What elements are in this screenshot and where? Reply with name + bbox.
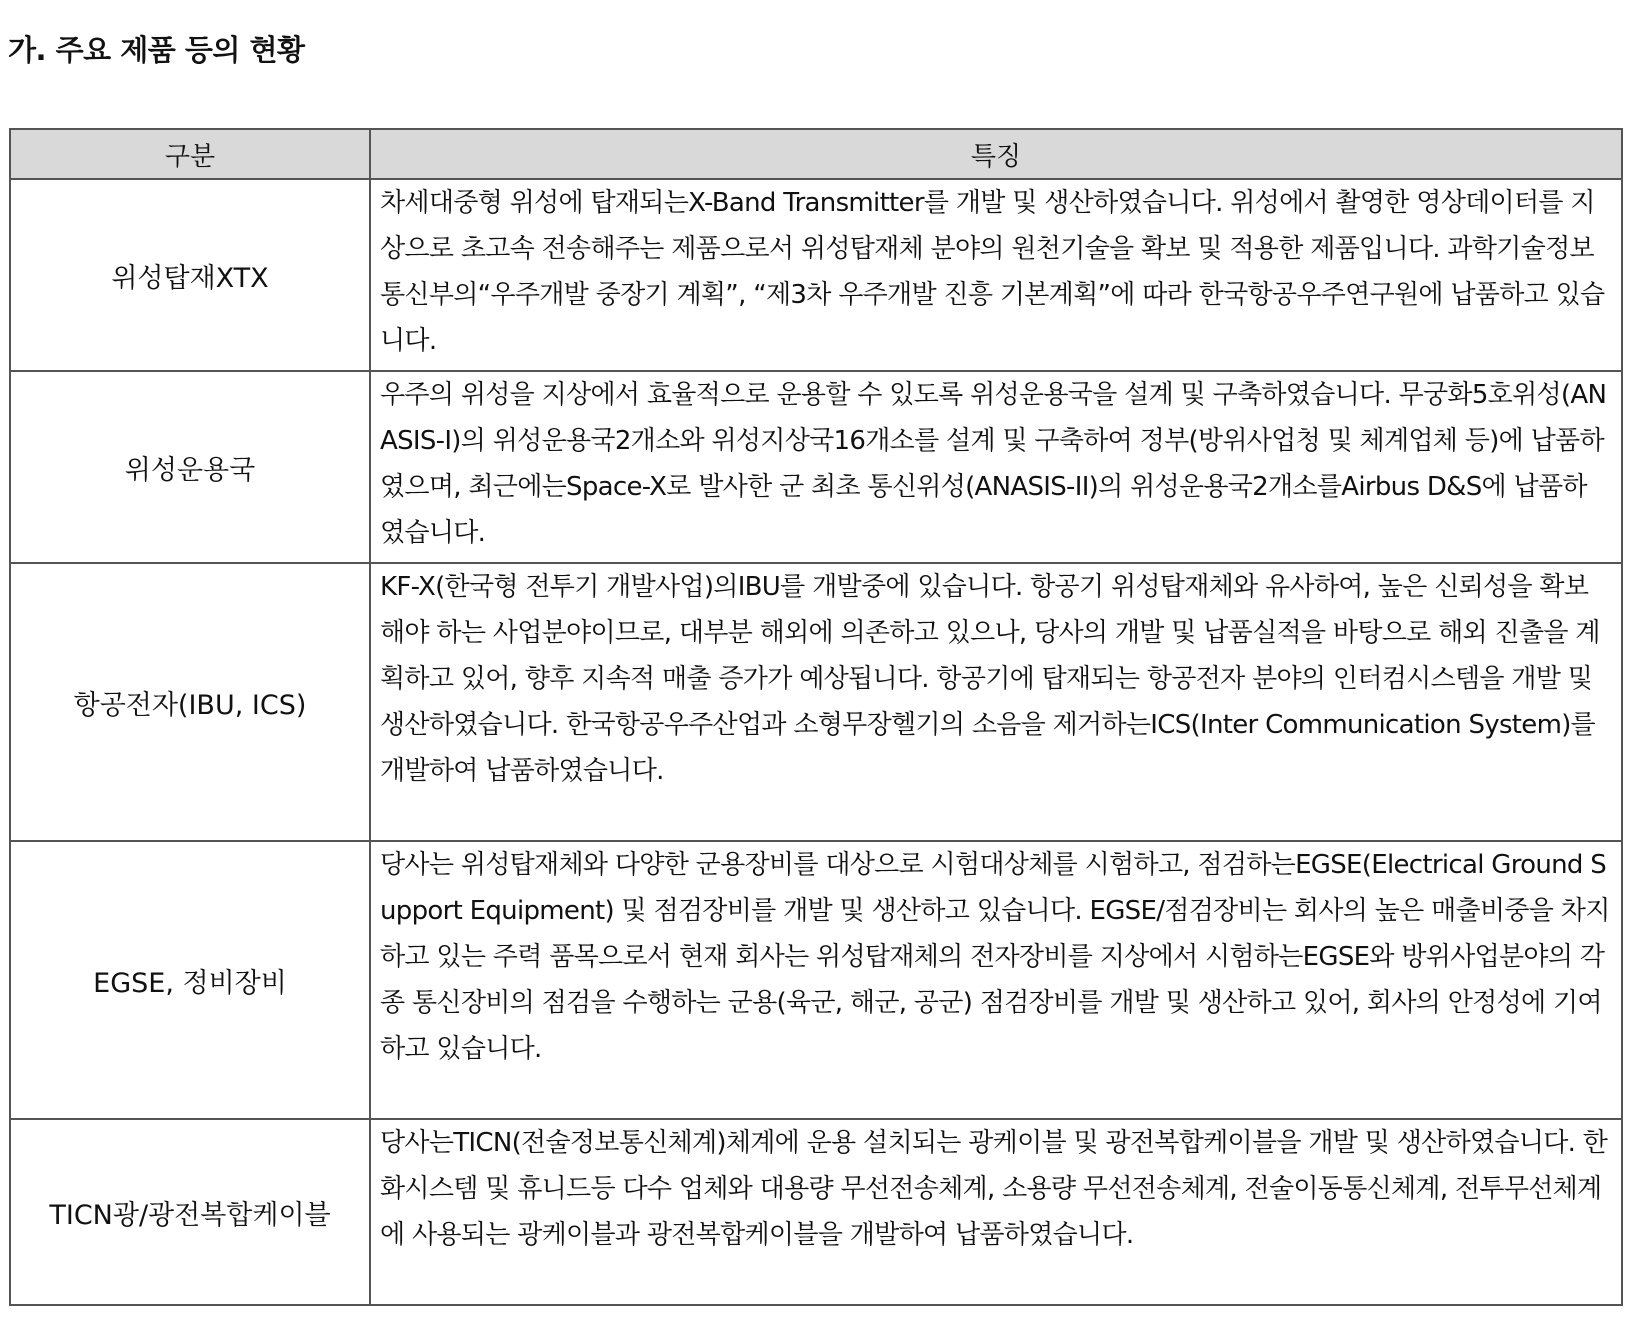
section-title: 가. 주요 제품 등의 현황: [8, 33, 305, 67]
product-table-container: [9, 128, 1621, 1306]
header-category: 구분: [10, 129, 370, 179]
row-category: 위성탑재XTX: [10, 179, 370, 371]
product-status-table: [9, 128, 1623, 1306]
table-row: [10, 179, 1622, 371]
table-row: [10, 1119, 1622, 1305]
row-category: 항공전자(IBU, ICS): [10, 563, 370, 841]
row-description: 당사는 위성탑재체와 다양한 군용장비를 대상으로 시험대상체를 시험하고, 점검하는EGSE(Electrical Ground Support Equipment) 및 점검장비를 개발 및 생산하고 있습니다. EGSE/점검장비는 회사의 높은 매출비중을 차지하고 있는 주력 품목으로서 현재 회사는 위성탑재체의 전자장비를 지상에서 시험하는EGSE와 방위사업분야의 각종 통신장비의 점검을 수행하는 군용(육군, 해군, 공군) 점검장비를 개발 및 생산하고 있어, 회사의 안정성에 기여하고 있습니다.: [370, 841, 1622, 1119]
row-category: TICN광/광전복합케이블: [10, 1119, 370, 1305]
table-header-row: [10, 129, 1622, 179]
table-row: [10, 563, 1622, 841]
table-row: [10, 371, 1622, 563]
row-description: KF-X(한국형 전투기 개발사업)의IBU를 개발중에 있습니다. 항공기 위성탑재체와 유사하여, 높은 신뢰성을 확보해야 하는 사업분야이므로, 대부분 해외에 의존하고 있으나, 당사의 개발 및 납품실적을 바탕으로 해외 진출을 계획하고 있어, 향후 지속적 매출 증가가 예상됩니다. 항공기에 탑재되는 항공전자 분야의 인터컴시스템을 개발 및 생산하였습니다. 한국항공우주산업과 소형무장헬기의 소음을 제거하는ICS(Inter Communication System)를 개발하여 납품하였습니다.: [370, 563, 1622, 841]
table-row: [10, 841, 1622, 1119]
row-description: 우주의 위성을 지상에서 효율적으로 운용할 수 있도록 위성운용국을 설계 및 구축하였습니다. 무궁화5호위성(ANASIS-I)의 위성운용국2개소와 위성지상국16개소를 설계 및 구축하여 정부(방위사업청 및 체계업체 등)에 납품하였으며, 최근에는Space-X로 발사한 군 최초 통신위성(ANASIS-II)의 위성운용국2개소를Airbus D&S에 납품하였습니다.: [370, 371, 1622, 563]
row-description: 당사는TICN(전술정보통신체계)체계에 운용 설치되는 광케이블 및 광전복합케이블을 개발 및 생산하였습니다. 한화시스템 및 휴니드등 다수 업체와 대용량 무선전송체계, 소용량 무선전송체계, 전술이동통신체계, 전투무선체계에 사용되는 광케이블과 광전복합케이블을 개발하여 납품하였습니다.: [370, 1119, 1622, 1305]
row-category: EGSE, 정비장비: [10, 841, 370, 1119]
row-category: 위성운용국: [10, 371, 370, 563]
row-description: 차세대중형 위성에 탑재되는X-Band Transmitter를 개발 및 생산하였습니다. 위성에서 촬영한 영상데이터를 지상으로 초고속 전송해주는 제품으로서 위성탑재체 분야의 원천기술을 확보 및 적용한 제품입니다. 과학기술정보통신부의“우주개발 중장기 계획”, “제3차 우주개발 진흥 기본계획”에 따라 한국항공우주연구원에 납품하고 있습니다.: [370, 179, 1622, 371]
header-features: 특징: [370, 129, 1622, 179]
